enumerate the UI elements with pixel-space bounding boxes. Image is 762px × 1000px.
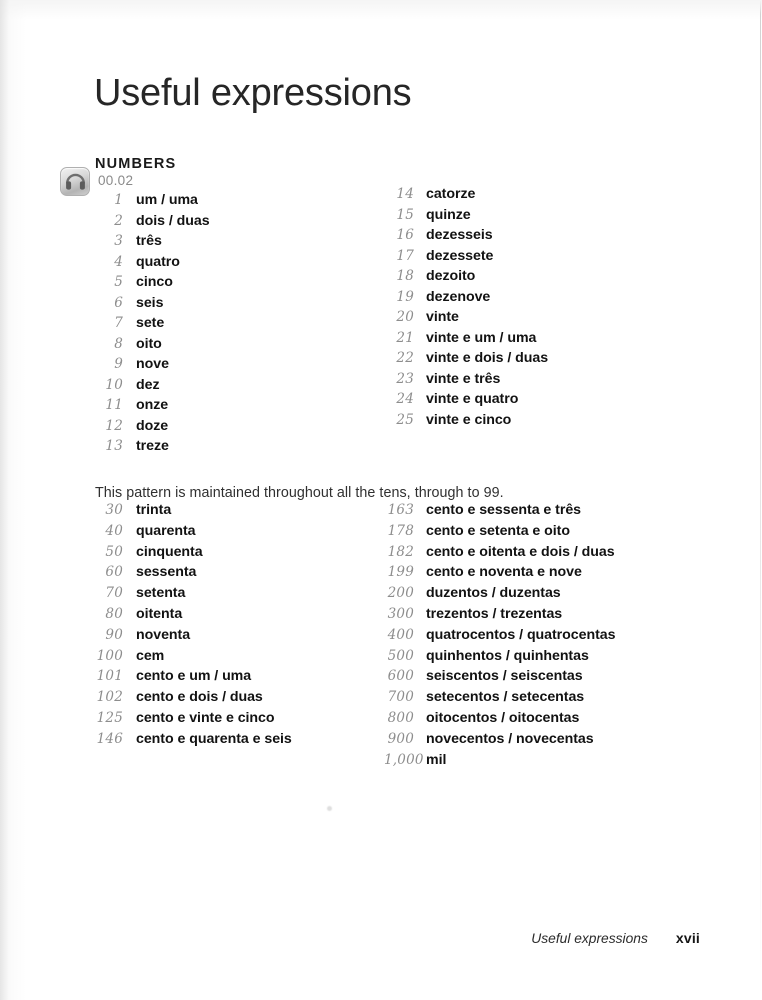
number-word: quatrocentos / quatrocentas (426, 626, 616, 643)
number-entry-row (95, 274, 210, 295)
number-figure: 60 (105, 564, 123, 581)
number-figure: 900 (387, 730, 414, 747)
number-list-1-13 (95, 192, 210, 459)
footer-page-number: xvii (675, 930, 700, 946)
number-entry-row (384, 627, 615, 648)
number-figure: 30 (105, 502, 123, 518)
number-word: novecentos / novecentas (426, 730, 594, 747)
number-entry-row (384, 585, 615, 606)
number-figure: 22 (396, 350, 414, 366)
number-entry-row (95, 585, 292, 606)
number-figure: 1 (114, 192, 123, 208)
number-word: cem (136, 647, 165, 664)
number-entry-row (95, 710, 292, 731)
number-figure: 600 (387, 668, 414, 685)
number-word: vinte e três (426, 370, 501, 387)
number-word: noventa (136, 626, 191, 643)
number-figure: 16 (396, 227, 414, 243)
number-word: mil (426, 751, 447, 768)
number-figure: 15 (396, 206, 414, 223)
number-figure: 6 (114, 294, 123, 311)
number-word: seiscentos / seiscentas (426, 668, 583, 685)
number-entry-row (384, 186, 548, 207)
number-entry-row (384, 710, 615, 731)
number-entry-row (384, 523, 615, 544)
number-entry-row (95, 356, 210, 377)
number-figure: 80 (105, 605, 123, 622)
number-entry-row (384, 606, 615, 627)
number-entry-row (95, 668, 292, 689)
number-word: vinte e dois / duas (426, 350, 549, 366)
number-figure: 14 (396, 186, 414, 202)
number-entry-row (95, 523, 292, 544)
number-entry-row (384, 227, 548, 248)
number-word: dezenove (426, 288, 491, 305)
number-word: cinquenta (136, 543, 203, 560)
number-word: vinte e quatro (426, 391, 519, 407)
number-figure: 2 (114, 212, 123, 229)
number-entry-row (384, 248, 548, 269)
number-entry-row (95, 689, 292, 710)
number-figure: 200 (387, 585, 414, 602)
number-entry-row (95, 606, 292, 627)
number-entry-row (95, 627, 292, 648)
number-figure: 400 (387, 626, 414, 643)
number-entry-row (95, 213, 210, 234)
number-figure: 182 (387, 543, 414, 560)
number-word: um / uma (136, 192, 198, 208)
number-entry-row (95, 438, 210, 459)
page-footer (0, 930, 762, 946)
number-figure: 300 (387, 605, 414, 622)
number-figure: 700 (387, 689, 414, 706)
number-list-163-1000 (384, 502, 615, 772)
number-entry-row (384, 689, 615, 710)
number-word: treze (136, 438, 169, 454)
number-word: cento e dois / duas (136, 689, 263, 706)
number-word: setenta (136, 585, 186, 602)
number-figure: 13 (105, 438, 123, 454)
number-word: cento e quarenta e seis (136, 730, 292, 747)
number-word: cinco (136, 274, 173, 290)
number-entry-row (384, 268, 548, 289)
number-entry-row (384, 330, 548, 351)
number-word: dez (136, 376, 160, 393)
number-figure: 19 (396, 288, 414, 305)
number-entry-row (384, 207, 548, 228)
number-figure: 23 (396, 370, 414, 387)
number-entry-row (95, 336, 210, 357)
number-word: cento e vinte e cinco (136, 709, 275, 726)
number-word: oito (136, 335, 162, 352)
number-figure: 800 (387, 709, 414, 726)
number-entry-row (95, 295, 210, 316)
number-figure: 178 (387, 522, 414, 539)
number-figure: 5 (114, 274, 123, 290)
number-entry-row (95, 254, 210, 275)
number-word: cento e setenta e oito (426, 522, 570, 539)
number-figure: 9 (114, 356, 123, 372)
number-word: oitenta (136, 605, 183, 622)
number-list-30-146 (95, 502, 292, 752)
number-word: quinhentos / quinhentas (426, 647, 589, 664)
number-word: dois / duas (136, 212, 210, 229)
number-word: onze (136, 397, 169, 413)
number-word: cento e sessenta e três (426, 502, 581, 518)
number-figure: 11 (105, 397, 123, 413)
number-figure: 125 (96, 709, 123, 726)
number-word: cento e noventa e nove (426, 564, 582, 581)
number-figure: 90 (105, 626, 123, 643)
number-figure: 10 (105, 376, 123, 393)
number-entry-row (95, 233, 210, 254)
number-entry-row (384, 309, 548, 330)
number-entry-row (95, 648, 292, 669)
number-word: trezentos / trezentas (426, 605, 563, 622)
number-figure: 1,000 (384, 751, 424, 768)
number-entry-row (384, 544, 615, 565)
number-figure: 18 (396, 268, 414, 284)
number-word: oitocentos / oitocentas (426, 709, 580, 726)
number-entry-row (95, 315, 210, 336)
number-entry-row (95, 192, 210, 213)
number-word: vinte e cinco (426, 411, 512, 428)
number-word: dezessete (426, 247, 494, 264)
number-word: quarenta (136, 522, 196, 539)
number-word: dezoito (426, 268, 476, 284)
number-word: catorze (426, 186, 476, 202)
number-entry-row (384, 731, 615, 752)
number-word: trinta (136, 502, 172, 518)
number-entry-row (384, 564, 615, 585)
number-entry-row (384, 371, 548, 392)
number-word: três (136, 233, 162, 249)
number-word: doze (136, 417, 169, 434)
number-entry-row (384, 648, 615, 669)
number-figure: 146 (96, 730, 123, 747)
number-figure: 12 (105, 417, 123, 434)
footer-section-title: Useful expressions (531, 931, 648, 946)
section-heading-numbers: NUMBERS (95, 156, 177, 173)
number-figure: 163 (387, 502, 414, 518)
number-entry-row (95, 377, 210, 398)
number-figure: 102 (96, 689, 123, 706)
page-title: Useful expressions (94, 72, 412, 115)
number-figure: 100 (96, 647, 123, 664)
number-figure: 199 (387, 564, 414, 581)
number-figure: 500 (387, 647, 414, 664)
number-entry-row (384, 752, 615, 773)
number-entry-row (95, 397, 210, 418)
number-figure: 17 (396, 247, 414, 264)
number-word: quatro (136, 253, 180, 270)
number-word: vinte (426, 309, 459, 325)
number-figure: 70 (105, 585, 123, 602)
number-word: cento e oitenta e dois / duas (426, 543, 615, 560)
pattern-note: This pattern is maintained throughout all the tens, through to 99. (95, 485, 504, 502)
number-word: cento e um / uma (136, 668, 252, 685)
number-word: quinze (426, 206, 471, 223)
number-entry-row (95, 731, 292, 752)
number-figure: 8 (114, 335, 123, 352)
audio-track-number: 00.02 (98, 173, 134, 188)
number-entry-row (384, 502, 615, 523)
number-word: sessenta (136, 564, 197, 581)
number-list-14-25 (384, 186, 548, 432)
number-entry-row (95, 564, 292, 585)
number-entry-row (384, 350, 548, 371)
number-word: vinte e um / uma (426, 329, 537, 346)
number-entry-row (384, 289, 548, 310)
number-entry-row (384, 391, 548, 412)
number-figure: 25 (396, 411, 414, 428)
number-figure: 50 (105, 543, 123, 560)
number-entry-row (384, 668, 615, 689)
number-entry-row (95, 418, 210, 439)
number-figure: 101 (96, 668, 123, 685)
number-word: seis (136, 294, 164, 311)
number-word: setecentos / setecentas (426, 689, 585, 706)
number-word: dezesseis (426, 227, 493, 243)
number-entry-row (384, 412, 548, 433)
headphones-icon (60, 167, 90, 196)
number-entry-row (95, 502, 292, 523)
number-word: duzentos / duzentas (426, 585, 561, 602)
number-word: sete (136, 315, 165, 331)
number-word: nove (136, 356, 169, 372)
number-figure: 40 (105, 522, 123, 539)
number-figure: 24 (396, 391, 414, 407)
number-figure: 4 (114, 253, 123, 270)
number-figure: 3 (114, 233, 123, 249)
number-figure: 20 (396, 309, 414, 325)
number-figure: 7 (114, 315, 123, 331)
number-entry-row (95, 544, 292, 565)
number-figure: 21 (396, 329, 414, 346)
